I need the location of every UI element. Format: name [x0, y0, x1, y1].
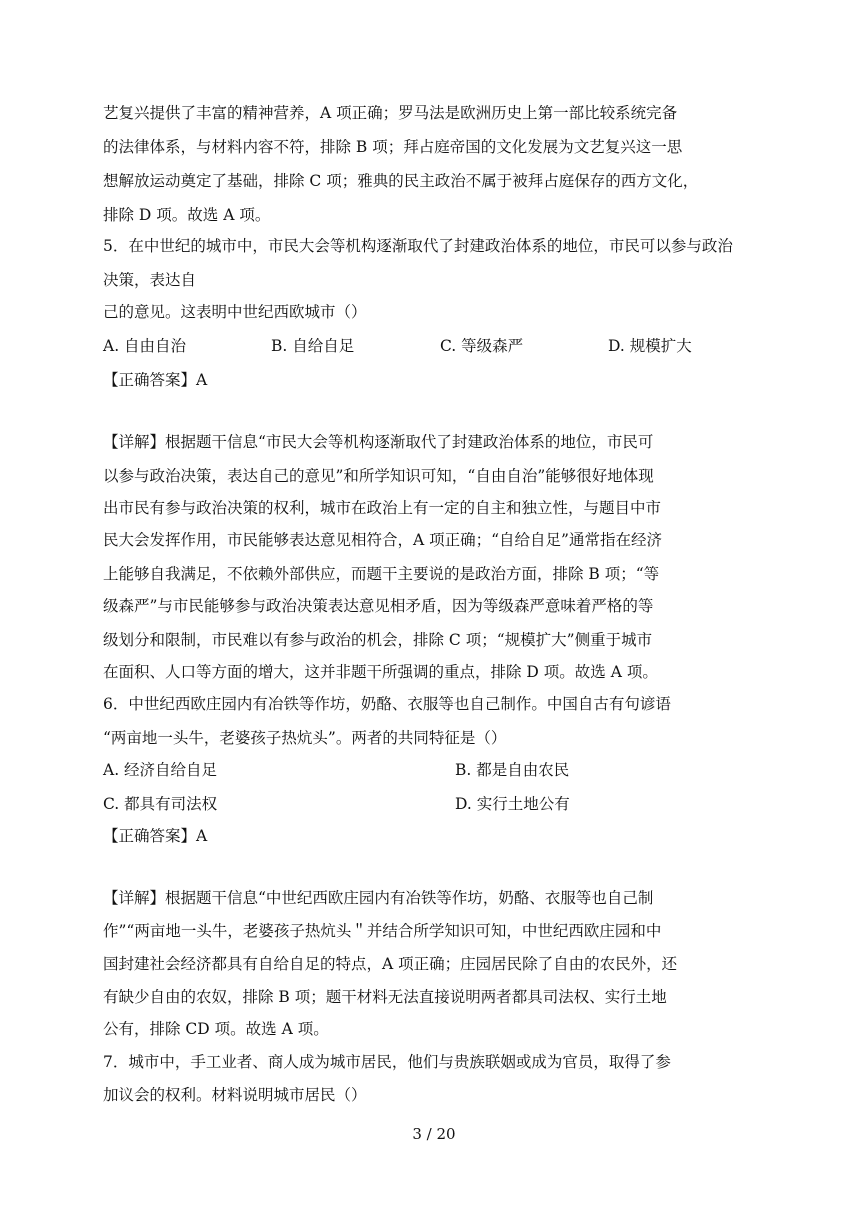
q4-analysis-line-1: 艺复兴提供了丰富的精神营养，A 项正确；罗马法是欧洲历史上第一部比较系统完备 [103, 104, 678, 122]
q4-analysis-line-4: 排除 D 项。故选 A 项。 [103, 206, 271, 224]
q5-analysis-line-7: 级划分和限制，市民难以有参与政治的机会，排除 C 项；“规模扩大”侧重于城市 [103, 631, 653, 649]
q5-option-d: D. 规模扩大 [608, 337, 692, 355]
q6-stem-line-1: 6．中世纪西欧庄园内有冶铁等作坊，奶酪、衣服等也自己制作。中国自古有句谚语 [103, 695, 671, 713]
q6-stem-line-2: “两亩地一头牛，老婆孩子热炕头”。两者的共同特征是（） [103, 729, 507, 747]
q5-analysis-line-3: 出市民有参与政治决策的权利，城市在政治上有一定的自主和独立性，与题目中市 [103, 499, 662, 517]
q6-option-c: C. 都具有司法权 [103, 795, 218, 813]
q5-option-b: B. 自给自足 [271, 337, 355, 355]
q5-analysis-line-6: 级森严”与市民能够参与政治决策表达意见相矛盾，因为等级森严意味着严格的等 [103, 597, 654, 615]
q6-answer: 【正确答案】A [103, 827, 208, 845]
q6-analysis-line-2: 作”“两亩地一头牛，老婆孩子热炕头＂并结合所学知识可知，中世纪西欧庄园和中 [103, 922, 662, 940]
q5-analysis-line-8: 在面积、人口等方面的增大，这并非题干所强调的重点，排除 D 项。故选 A 项。 [103, 663, 658, 681]
q5-option-a: A. 自由自治 [103, 337, 187, 355]
q5-analysis-line-4: 民大会发挥作用，市民能够表达意见相符合，A 项正确；“自给自足”通常指在经济 [103, 531, 662, 549]
q5-analysis-line-2: 以参与政治决策，表达自己的意见”和所学知识可知，“自由自治”能够很好地体现 [103, 467, 654, 485]
q7-stem-line-1: 7．城市中，手工业者、商人成为城市居民，他们与贵族联姻或成为官员，取得了参 [103, 1053, 671, 1071]
q5-stem-line-2: 决策，表达自 [103, 271, 197, 289]
q5-answer: 【正确答案】A [103, 371, 208, 389]
q6-analysis-line-1: 【详解】根据题干信息“中世纪西欧庄园内有冶铁等作坊，奶酪、衣服等也自己制 [103, 889, 654, 907]
q6-option-b: B. 都是自由农民 [455, 761, 570, 779]
q5-stem-line-3: 己的意见。这表明中世纪西欧城市（） [103, 303, 367, 321]
q5-analysis-line-5: 上能够自我满足，不依赖外部供应，而题干主要说的是政治方面，排除 B 项；“等 [103, 565, 660, 583]
q6-analysis-line-3: 国封建社会经济都具有自给自足的特点，A 项正确；庄园居民除了自由的农民外，还 [103, 955, 678, 973]
q5-stem-line-1: 5．在中世纪的城市中，市民大会等机构逐渐取代了封建政治体系的地位，市民可以参与政治 [103, 237, 733, 255]
q6-analysis-line-5: 公有，排除 CD 项。故选 A 项。 [103, 1020, 329, 1038]
q6-option-a: A. 经济自给自足 [103, 761, 218, 779]
page-number: 3 / 20 [412, 1125, 456, 1143]
q4-analysis-line-3: 想解放运动奠定了基础，排除 C 项；雅典的民主政治不属于被拜占庭保存的西方文化， [103, 172, 699, 190]
q5-analysis-line-1: 【详解】根据题干信息“市民大会等机构逐渐取代了封建政治体系的地位，市民可 [103, 433, 654, 451]
q7-stem-line-2: 加议会的权利。材料说明城市居民（） [103, 1086, 367, 1104]
q6-analysis-line-4: 有缺少自由的农奴，排除 B 项；题干材料无法直接说明两者都具司法权、实行土地 [103, 988, 667, 1006]
q4-analysis-line-2: 的法律体系，与材料内容不符，排除 B 项；拜占庭帝国的文化发展为文艺复兴这一思 [103, 138, 683, 156]
q6-option-d: D. 实行土地公有 [455, 795, 570, 813]
q5-option-c: C. 等级森严 [440, 337, 524, 355]
